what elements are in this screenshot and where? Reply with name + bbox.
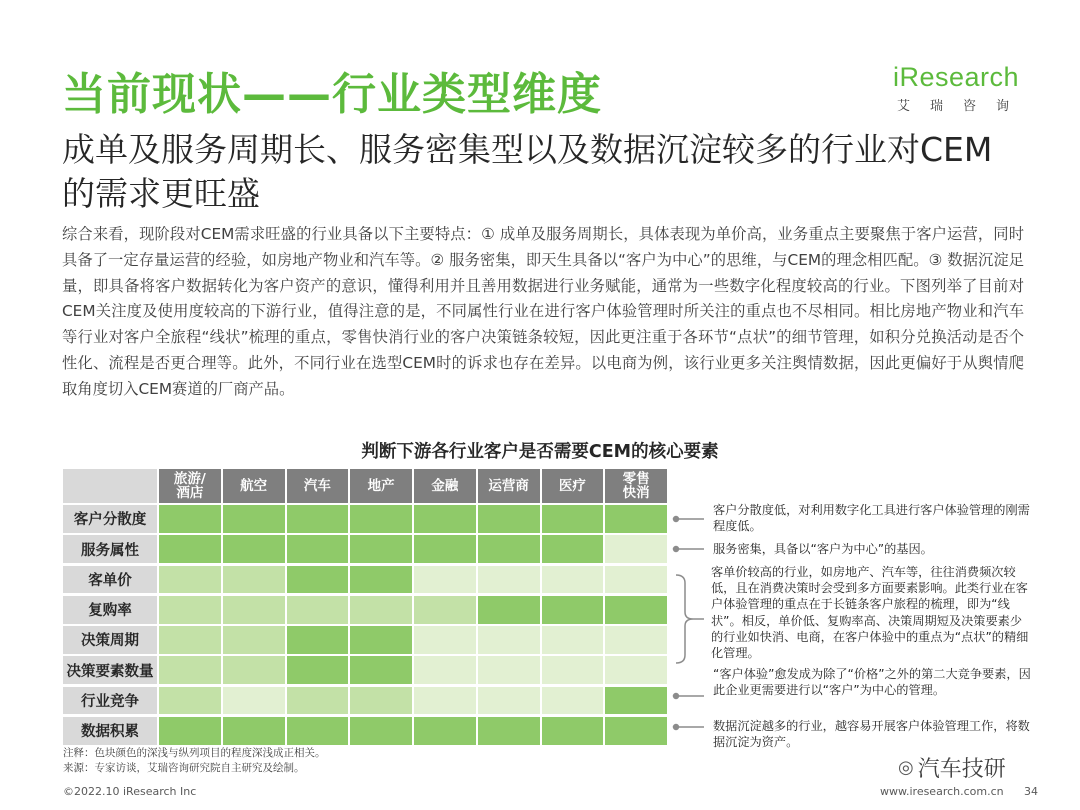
page-number: 34	[1024, 785, 1038, 798]
column-header: 零售 快消	[605, 469, 667, 503]
annotation-competition: “客户体验”愈发成为除了“价格”之外的第二大竞争要素，因此企业更需要进行以“客户”为中心的管理。	[713, 667, 1031, 698]
logo-i: i	[893, 62, 900, 92]
row-label: 客单价	[63, 566, 157, 594]
column-header: 运营商	[478, 469, 540, 503]
wechat-watermark	[898, 752, 1006, 783]
annotation-dispersion: 客户分散度低，对利用数字化工具进行客户体验管理的刚需程度低。	[713, 503, 1030, 534]
logo-chinese: 艾瑞咨询	[897, 99, 1030, 114]
website-url: www.iresearch.com.cn	[880, 785, 1004, 798]
connector-dot-4	[674, 694, 679, 699]
row-label: 决策要素数量	[63, 656, 157, 684]
row-label: 客户分散度	[63, 505, 157, 533]
column-header: 金融	[414, 469, 476, 503]
connector-dot-2	[674, 547, 679, 552]
wechat-icon: ◎	[898, 757, 914, 778]
column-header: 航空	[223, 469, 285, 503]
logo-brand: Research	[899, 62, 1020, 92]
column-header: 汽车	[287, 469, 349, 503]
row-label: 数据积累	[63, 717, 157, 745]
annotation-price-cycle: 客单价较高的行业，如房地产、汽车等，往往消费频次较低，且在消费决策时会受到多方面要素影响。此类行业在客户体验管理的重点在于长链条客户旅程的梳理，即为“线状”。相反，单价低、复购率高、决策周期短及决策要素少的行业如快消、电商，在客户体验中的重点为“点状”的精细化管理。	[711, 565, 1029, 661]
annotation-service: 服务密集，具备以“客户为中心”的基因。	[713, 542, 933, 556]
row-label: 复购率	[63, 596, 157, 624]
annotation-data: 数据沉淀越多的行业，越容易开展客户体验管理工作，将数据沉淀为资产。	[713, 719, 1030, 750]
row-label: 服务属性	[63, 535, 157, 563]
page-title: 当前现状——行业类型维度	[62, 69, 602, 120]
connector-dot-1	[674, 517, 679, 522]
row-label: 决策周期	[63, 626, 157, 654]
connector-dot-5	[674, 725, 679, 730]
watermark-text: 汽车技研	[917, 757, 1006, 782]
row-label: 行业竞争	[63, 687, 157, 715]
notes	[63, 746, 326, 776]
connector-bracket	[676, 575, 693, 663]
page-subtitle: 成单及服务周期长、服务密集型以及数据沉淀较多的行业对CEM的需求更旺盛	[62, 130, 993, 213]
body-paragraph: 综合来看，现阶段对CEM需求旺盛的行业具备以下主要特点：① 成单及服务周期长，具体表现为单价高，业务重点主要聚焦于客户运营，同时具备了一定存量运营的经验，如房地产物业和汽车等。② 服务密集，即天生具备以“客户为中心”的思维，与CEM的理念相匹配。③ 数据沉淀足量，即具备将客户数据转化为客户资产的意识，懂得利用并且善用数据进行业务赋能，通常为一些数字化程度较高的行业。下图列举了目前对CEM关注度及使用度较高的下游行业，值得注意的是，不同属性行业在进行客户体验管理时所关注的重点也不尽相同。相比房地产物业和汽车等行业对客户全旅程“线状”梳理的重点，零售快消行业的客户决策链条较短，因此更注重于各环节“点状”的细节管理，如积分兑换活动是否个性化、流程是否更合理等。此外，不同行业在选型CEM时的诉求也存在差异。以电商为例，该行业更多关注舆情数据，因此更偏好于从舆情爬取角度切入CEM赛道的厂商产品。	[62, 225, 1024, 398]
column-header: 地产	[350, 469, 412, 503]
column-header: 医疗	[542, 469, 604, 503]
source-text: 来源：专家访谈，艾瑞咨询研究院自主研究及绘制。	[63, 762, 305, 774]
copyright: ©2022.10 iResearch Inc	[63, 785, 197, 798]
table-title: 判断下游各行业客户是否需要CEM的核心要素	[361, 442, 719, 462]
note-text: 注释：色块颜色的深浅与纵列项目的程度深浅成正相关。	[63, 747, 326, 759]
column-header: 旅游/ 酒店	[159, 469, 221, 503]
